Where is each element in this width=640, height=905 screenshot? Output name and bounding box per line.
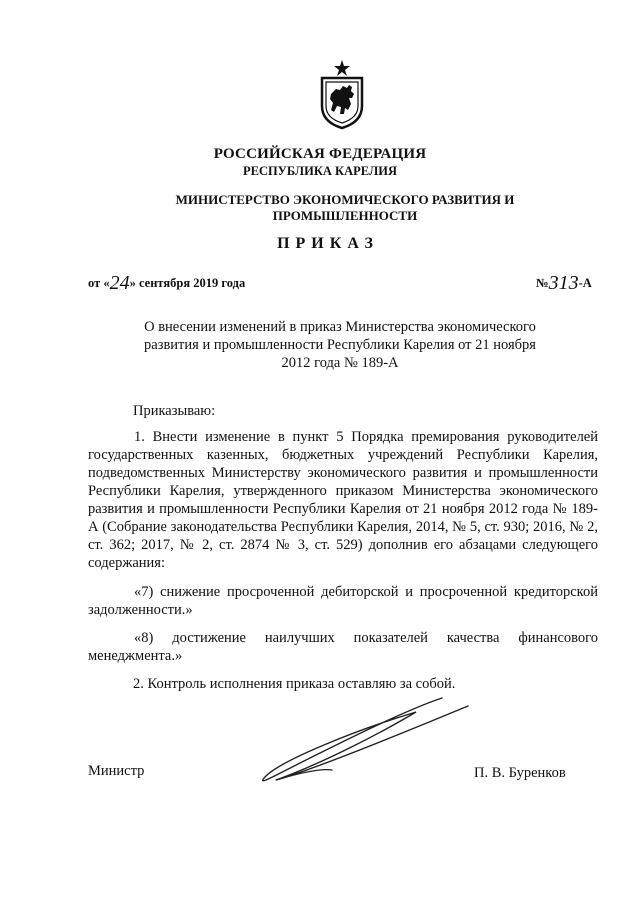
order-number [536, 270, 592, 293]
date-day-handwritten: 24 [109, 272, 130, 294]
date-suffix: » сентября 2019 года [129, 276, 246, 290]
paragraph-item-7: «7) снижение просроченной дебиторской и просроченной кредиторской задолженности.» [88, 584, 598, 618]
paragraph-2: 2. Контроль исполнения приказа оставляю за собой. [133, 676, 456, 692]
order-subject: О внесении изменений в приказ Министерства экономического развития и промышленности Республики Карелия от 21 ноября 2012 года № 189-А [144, 319, 536, 371]
number-prefix: № [536, 276, 549, 290]
number-suffix: -А [578, 276, 592, 290]
header-region: РЕСПУБЛИКА КАРЕЛИЯ [242, 164, 398, 178]
karelia-coat-of-arms-icon [318, 58, 366, 130]
decree-word: Приказываю: [133, 403, 216, 419]
paragraph-1: 1. Внести изменение в пункт 5 Порядка премирования руководителей государственных казенных, бюджетных учреждений Республики Карелия, подведомственных Министерству экономического развития и промышленности Республики Карелия, утвержденного приказом Министерства экономического развития и промышленности Республики Карелия от 21 ноября 2012 года № 189-А (Собрание законодательства Республики Карелия, 2014, № 5, ст. 930; 2016, № 2, ст. 362; 2017, № 2, ст. 2874 № 3, ст. 529) дополнив его абзацами следующего содержания: [88, 429, 598, 571]
date-prefix: от « [88, 276, 110, 290]
handwritten-signature-icon [236, 690, 476, 790]
order-date [88, 270, 245, 293]
signer-title: Министр [88, 763, 145, 779]
paragraph-item-8: «8) достижение наилучших показателей качества финансового менеджмента.» [88, 630, 598, 664]
signer-name: П. В. Буренков [474, 765, 566, 781]
number-handwritten: 313 [548, 272, 579, 294]
document-type-title: ПРИКАЗ [277, 235, 379, 252]
header-country: РОССИЙСКАЯ ФЕДЕРАЦИЯ [213, 146, 427, 162]
header-ministry: МИНИСТЕРСТВО ЭКОНОМИЧЕСКОГО РАЗВИТИЯ И ПРОМЫШЛЕННОСТИ [175, 192, 515, 223]
